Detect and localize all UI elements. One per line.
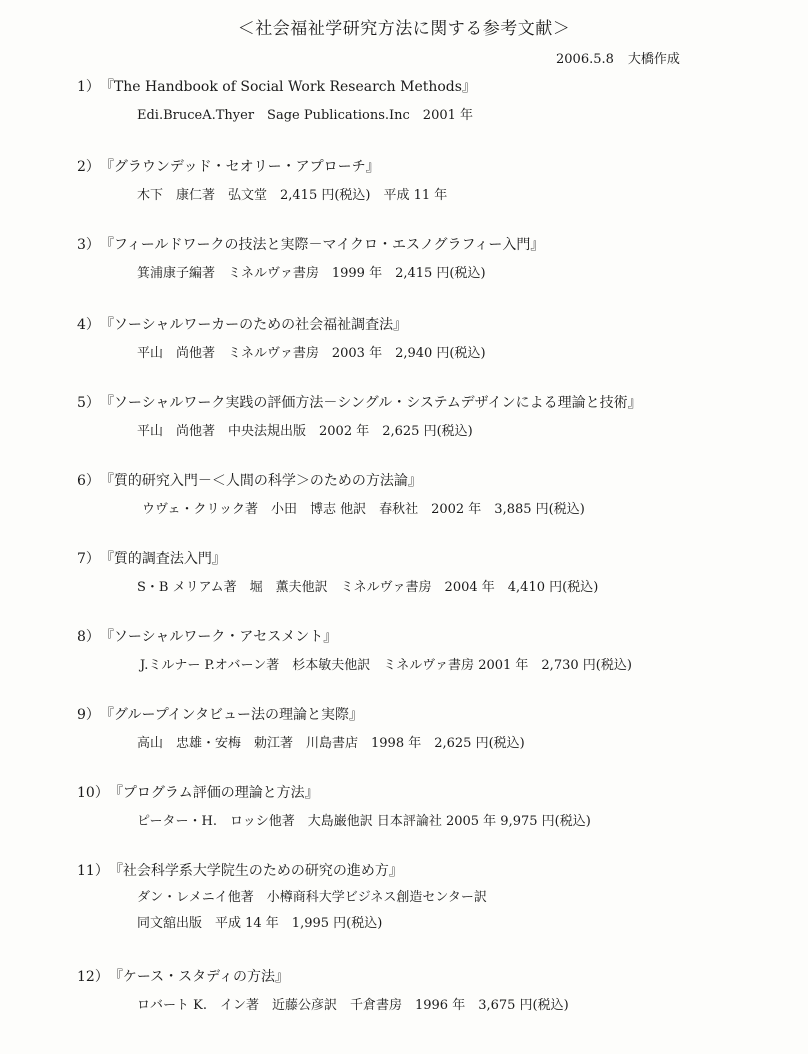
reference-heading [77, 626, 337, 646]
reference-number: 11） [77, 863, 109, 879]
reference-book-title: 『質的調査法入門』 [99, 551, 226, 567]
reference-publication-detail: 平山 尚他著 ミネルヴァ書房 2003 年 2,940 円(税込) [137, 346, 486, 361]
reference-number: 2） [77, 159, 100, 175]
reference-publication-detail: Edi.BruceA.Thyer Sage Publications.Inc 2001 年 [137, 108, 474, 123]
reference-publication-detail: S・B メリアム著 堀 薫夫他訳 ミネルヴァ書房 2004 年 4,410 円(税込) [137, 580, 599, 595]
reference-publication-detail: 同文舘出版 平成 14 年 1,995 円(税込) [137, 916, 383, 931]
document-author: 大橋作成 [627, 52, 680, 67]
reference-publication-detail: 高山 忠雄・安梅 勅江著 川島書店 1998 年 2,625 円(税込) [137, 736, 525, 751]
reference-number: 10） [77, 785, 109, 801]
reference-heading [77, 704, 363, 724]
reference-book-title: 『質的研究入門－＜人間の科学＞のための方法論』 [99, 473, 422, 489]
document-date: 2006.5.8 [556, 52, 614, 67]
document-title: ＜社会福祉学研究方法に関する参考文献＞ [237, 19, 571, 39]
reference-publication-detail: ロバート K. イン著 近藤公彦訳 千倉書房 1996 年 3,675 円(税込) [137, 998, 569, 1013]
reference-heading [77, 860, 403, 880]
reference-book-title: 『グループインタビュー法の理論と実際』 [99, 707, 363, 723]
reference-heading [77, 966, 289, 986]
reference-publication-detail: 平山 尚他著 中央法規出版 2002 年 2,625 円(税込) [137, 424, 473, 439]
reference-publication-detail: 箕浦康子編著 ミネルヴァ書房 1999 年 2,415 円(税込) [137, 266, 486, 281]
reference-heading [77, 234, 544, 254]
reference-heading [77, 156, 380, 176]
reference-heading [77, 470, 422, 490]
reference-number: 12） [77, 969, 109, 985]
reference-heading [77, 782, 319, 802]
reference-book-title: 『The Handbook of Social Work Research Methods』 [99, 79, 476, 95]
reference-publication-detail: 木下 康仁著 弘文堂 2,415 円(税込) 平成 11 年 [137, 188, 448, 203]
reference-heading [77, 76, 476, 96]
reference-book-title: 『グラウンデッド・セオリー・アプローチ』 [99, 159, 380, 175]
reference-heading [77, 314, 407, 334]
reference-book-title: 『プログラム評価の理論と方法』 [108, 785, 319, 801]
reference-heading [77, 392, 642, 412]
reference-number: 8） [77, 629, 100, 645]
reference-number: 6） [77, 473, 100, 489]
reference-number: 9） [77, 707, 100, 723]
date-author-line [556, 48, 680, 67]
reference-book-title: 『ソーシャルワーク実践の評価方法－シングル・システムデザインによる理論と技術』 [99, 395, 642, 411]
reference-publication-detail: ピーター・H. ロッシ他著 大島巌他訳 日本評論社 2005 年 9,975 円(税込) [137, 814, 591, 829]
reference-publication-detail: ウヴェ・クリック著 小田 博志 他訳 春秋社 2002 年 3,885 円(税込) [142, 502, 585, 517]
reference-book-title: 『ソーシャルワーク・アセスメント』 [99, 629, 338, 645]
reference-number: 5） [77, 395, 100, 411]
reference-book-title: 『ソーシャルワーカーのための社会福祉調査法』 [99, 317, 408, 333]
reference-book-title: 『社会科学系大学院生のための研究の進め方』 [108, 863, 403, 879]
reference-heading [77, 548, 226, 568]
reference-number: 3） [77, 237, 100, 253]
reference-book-title: 『フィールドワークの技法と実際－マイクロ・エスノグラフィー入門』 [99, 237, 545, 253]
reference-publication-detail: J.ミルナー P.オバーン著 杉本敏夫他訳 ミネルヴァ書房 2001 年 2,730 円(税込) [140, 658, 632, 673]
reference-number: 7） [77, 551, 100, 567]
reference-number: 1） [77, 79, 100, 95]
reference-publication-detail: ダン・レメニイ他著 小樽商科大学ビジネス創造センター訳 [137, 890, 487, 905]
reference-number: 4） [77, 317, 100, 333]
reference-book-title: 『ケース・スタディの方法』 [108, 969, 290, 985]
